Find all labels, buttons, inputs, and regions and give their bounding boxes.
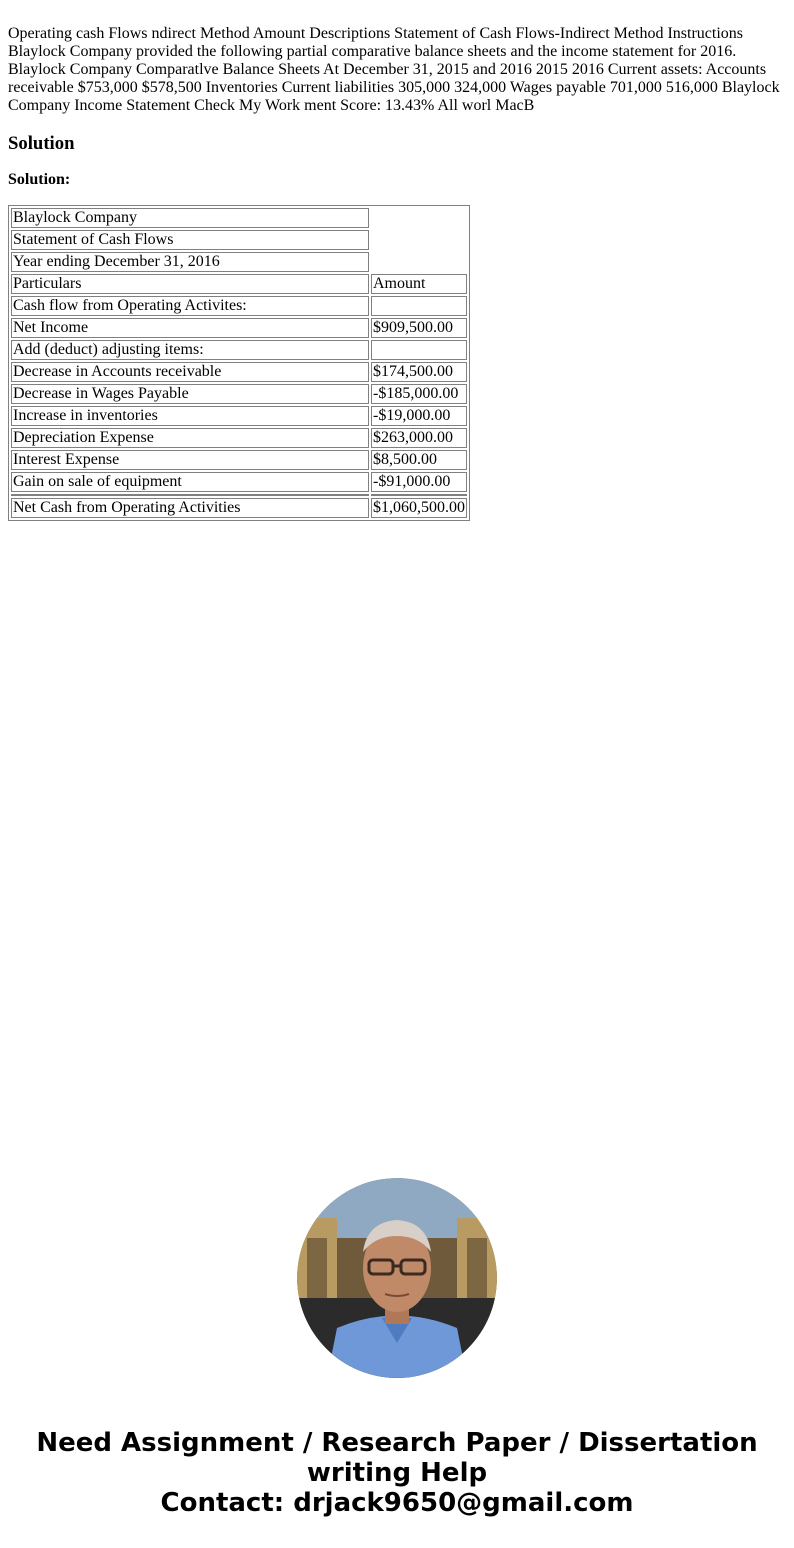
row-amount: -$19,000.00 <box>371 406 467 426</box>
table-row <box>11 362 467 382</box>
table-row <box>11 472 467 492</box>
row-amount: $263,000.00 <box>371 428 467 448</box>
table-row <box>11 406 467 426</box>
statement-title: Statement of Cash Flows <box>11 230 369 250</box>
row-label: Cash flow from Operating Activites: <box>11 296 369 316</box>
table-header-row <box>11 274 467 294</box>
table-row <box>11 428 467 448</box>
row-amount: -$185,000.00 <box>371 384 467 404</box>
footer-advertisement <box>0 1428 794 1518</box>
empty-cell <box>371 230 467 250</box>
table-row <box>11 384 467 404</box>
row-amount: $909,500.00 <box>371 318 467 338</box>
empty-cell <box>371 208 467 228</box>
statement-period: Year ending December 31, 2016 <box>11 252 369 272</box>
empty-cell <box>371 252 467 272</box>
spacer-cell <box>371 494 467 496</box>
table-row <box>11 450 467 470</box>
row-amount: $8,500.00 <box>371 450 467 470</box>
table-row <box>11 230 467 250</box>
question-text: Operating cash Flows ndirect Method Amount Descriptions Statement of Cash Flows-Indirect Method Instructions Blaylock Company provided the following partial comparative balance sheets and the income statement for 2016. Blaylock Company Comparatlve Balance Sheets At December 31, 2015 and 2016 2015 2016 Current assets: Accounts receivable $753,000 $578,500 Inventories Current liabilities 305,000 324,000 Wages payable 701,000 516,000 Blaylock Company Income Statement Check My Work ment Score: 13.43% All worl MacB <box>8 25 780 114</box>
company-name: Blaylock Company <box>11 208 369 228</box>
cash-flow-table <box>8 205 470 521</box>
person-photo-icon <box>297 1178 497 1378</box>
row-label: Gain on sale of equipment <box>11 472 369 492</box>
row-amount: -$91,000.00 <box>371 472 467 492</box>
row-amount <box>371 340 467 360</box>
spacer-row <box>11 494 467 496</box>
footer-line: writing Help <box>306 1458 488 1488</box>
row-label: Decrease in Wages Payable <box>11 384 369 404</box>
table-row <box>11 252 467 272</box>
total-label: Net Cash from Operating Activities <box>11 498 369 518</box>
footer-line: Need Assignment / Research Paper / Dissertation <box>36 1428 758 1458</box>
table-row <box>11 208 467 228</box>
row-amount <box>371 296 467 316</box>
row-label: Interest Expense <box>11 450 369 470</box>
column-header-amount: Amount <box>371 274 467 294</box>
solution-heading: Solution <box>8 133 75 154</box>
table-row <box>11 340 467 360</box>
column-header-particulars: Particulars <box>11 274 369 294</box>
total-row <box>11 498 467 518</box>
row-label: Net Income <box>11 318 369 338</box>
author-avatar <box>297 1178 497 1378</box>
page-content <box>0 25 794 521</box>
row-amount: $174,500.00 <box>371 362 467 382</box>
spacer-cell <box>11 494 369 496</box>
table-row <box>11 318 467 338</box>
row-label: Increase in inventories <box>11 406 369 426</box>
solution-label: Solution: <box>8 171 71 188</box>
row-label: Decrease in Accounts receivable <box>11 362 369 382</box>
footer-contact: Contact: drjack9650@gmail.com <box>160 1488 634 1518</box>
total-amount: $1,060,500.00 <box>373 499 465 516</box>
row-label: Depreciation Expense <box>11 428 369 448</box>
row-label: Add (deduct) adjusting items: <box>11 340 369 360</box>
table-row <box>11 296 467 316</box>
